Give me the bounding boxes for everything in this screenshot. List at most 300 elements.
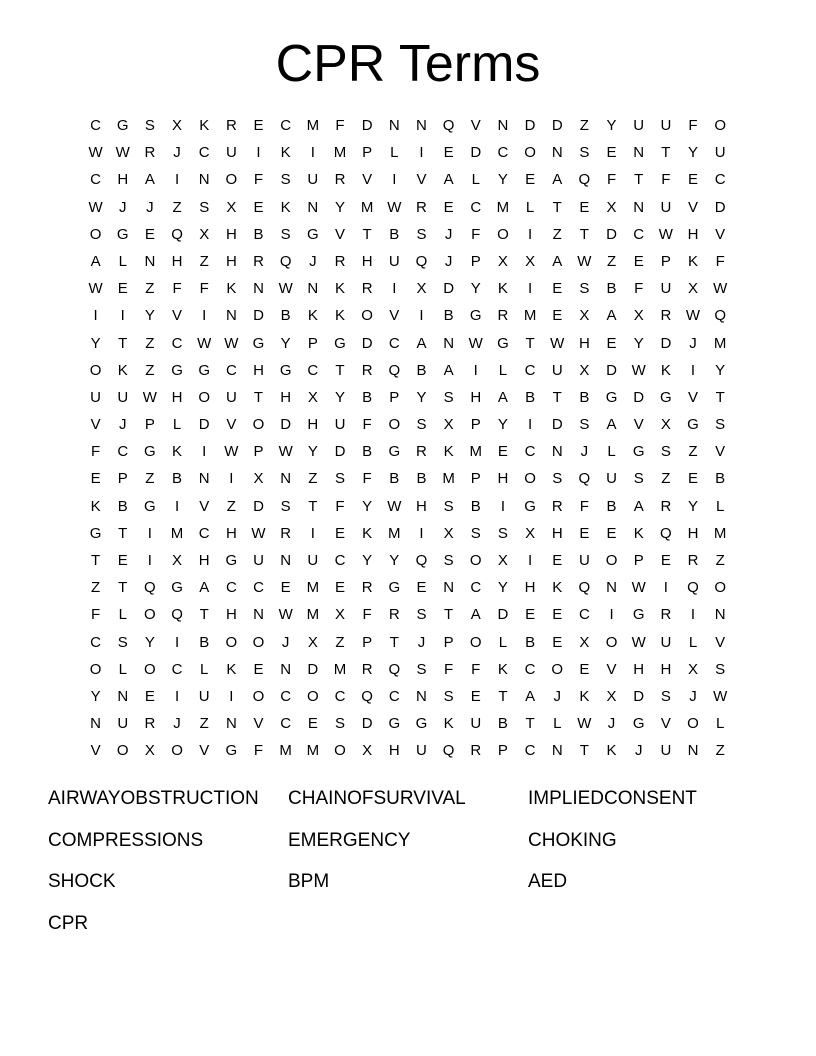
grid-letter: H [470, 388, 482, 406]
grid-letter: Y [144, 633, 155, 651]
grid-letter: B [280, 307, 291, 325]
grid-letter: D [361, 715, 373, 733]
grid-row [82, 710, 734, 737]
grid-letter: V [606, 660, 617, 678]
grid-letter: E [497, 443, 508, 461]
grid-letter: Q [687, 579, 699, 597]
grid-letter: I [609, 606, 614, 624]
grid-letter: V [253, 715, 264, 733]
grid-letter: G [469, 307, 482, 325]
grid-letter: T [715, 388, 725, 406]
word-list-item: CPR [48, 912, 89, 934]
grid-letter: T [579, 742, 589, 760]
grid-letter: E [307, 715, 318, 733]
grid-letter: N [551, 144, 563, 162]
grid-letter: M [388, 524, 401, 542]
grid-letter: Y [144, 307, 155, 325]
grid-letter: S [443, 497, 454, 515]
grid-row [82, 275, 734, 302]
grid-letter: K [443, 715, 454, 733]
grid-letter: O [144, 606, 156, 624]
grid-letter: R [334, 171, 346, 189]
grid-letter: I [527, 416, 533, 434]
grid-letter: I [174, 171, 180, 189]
grid-letter: M [442, 470, 455, 488]
grid-letter: E [253, 660, 264, 678]
grid-letter: N [551, 443, 563, 461]
word-search-grid [82, 112, 734, 765]
grid-letter: S [660, 687, 671, 705]
grid-letter: J [173, 144, 181, 162]
grid-letter: X [307, 388, 318, 406]
grid-letter: E [117, 280, 128, 298]
grid-letter: B [443, 307, 454, 325]
grid-letter: I [663, 579, 668, 597]
grid-letter: X [497, 552, 508, 569]
grid-letter: I [527, 225, 533, 243]
grid-letter: G [632, 443, 645, 461]
grid-letter: P [470, 470, 481, 488]
grid-letter: P [253, 443, 264, 461]
grid-letter: S [416, 660, 427, 678]
grid-letter: D [714, 198, 726, 216]
grid-letter: B [389, 225, 400, 243]
grid-letter: B [416, 361, 427, 379]
grid-letter: I [229, 470, 234, 488]
grid-letter: B [525, 388, 536, 406]
grid-letter: V [362, 171, 373, 189]
grid-letter: W [88, 198, 103, 216]
grid-letter: X [226, 198, 237, 216]
grid-letter: Y [497, 171, 508, 189]
grid-letter: H [687, 524, 699, 542]
grid-row [82, 493, 734, 520]
grid-letter: S [416, 416, 427, 434]
grid-letter: O [198, 388, 211, 406]
word-list-item: SHOCK [48, 871, 116, 892]
grid-letter: Z [308, 470, 318, 488]
grid-letter: V [715, 633, 726, 651]
grid-letter: R [660, 307, 672, 325]
grid-letter: D [198, 416, 210, 434]
grid-letter: H [388, 742, 400, 760]
grid-letter: C [280, 687, 292, 705]
grid-letter: F [172, 280, 182, 298]
grid-letter: O [524, 470, 536, 488]
grid-letter: R [144, 144, 156, 162]
grid-letter: W [713, 687, 728, 705]
grid-letter: N [416, 687, 427, 705]
grid-letter: I [229, 687, 234, 705]
grid-letter: U [660, 117, 672, 134]
grid-letter: C [171, 660, 183, 678]
grid-letter: W [577, 252, 592, 270]
grid-letter: U [660, 633, 672, 651]
grid-letter: K [334, 280, 345, 298]
grid-letter: S [715, 660, 726, 678]
grid-letter: E [688, 171, 699, 189]
grid-letter: Y [497, 579, 508, 597]
grid-row [82, 221, 734, 248]
grid-letter: K [307, 307, 318, 325]
grid-letter: C [524, 660, 536, 678]
grid-letter: F [606, 171, 617, 189]
grid-letter: S [579, 144, 590, 162]
grid-letter: D [633, 388, 645, 406]
grid-row [82, 411, 734, 438]
grid-letter: S [660, 443, 671, 461]
grid-letter: M [306, 606, 320, 624]
grid-letter: H [280, 388, 292, 406]
grid-letter: D [551, 416, 563, 434]
grid-letter: P [497, 742, 508, 760]
grid-letter: D [606, 225, 617, 243]
grid-letter: U [198, 687, 210, 705]
grid-letter: O [469, 633, 482, 651]
grid-letter: E [579, 660, 590, 678]
grid-letter: I [473, 361, 478, 379]
grid-letter: H [117, 171, 129, 189]
grid-letter: X [443, 524, 454, 542]
grid-letter: I [93, 307, 98, 325]
grid-letter: V [660, 715, 671, 733]
grid-letter: S [443, 687, 454, 705]
grid-letter: K [280, 198, 291, 216]
grid-letter: E [416, 579, 427, 597]
grid-letter: X [525, 252, 536, 270]
grid-letter: E [117, 552, 128, 569]
grid-letter: V [715, 225, 726, 243]
grid-letter: E [660, 552, 671, 569]
grid-letter: Y [416, 388, 427, 406]
grid-letter: H [225, 606, 237, 624]
grid-letter: G [660, 388, 672, 406]
grid-letter: H [497, 470, 509, 488]
grid-letter: U [388, 252, 400, 270]
grid-letter: Z [688, 443, 698, 461]
grid-letter: F [444, 660, 454, 678]
grid-letter: H [578, 334, 590, 352]
grid-letter: Y [362, 497, 373, 515]
grid-letter: T [389, 633, 399, 651]
grid-letter: C [578, 606, 590, 624]
grid-letter: Y [688, 497, 699, 515]
grid-letter: T [498, 687, 508, 705]
grid-letter: W [387, 497, 402, 515]
grid-row [82, 248, 734, 275]
grid-letter: Y [470, 280, 481, 298]
word-list-item: AED [528, 871, 568, 892]
grid-letter: L [688, 633, 698, 651]
grid-letter: N [443, 334, 455, 352]
grid-letter: B [389, 470, 400, 488]
grid-letter: J [417, 633, 426, 651]
grid-letter: D [307, 660, 319, 678]
grid-letter: P [470, 416, 481, 434]
grid-letter: A [525, 687, 536, 705]
grid-letter: B [606, 497, 617, 515]
grid-letter: H [253, 361, 264, 379]
grid-letter: Y [715, 361, 726, 379]
grid-letter: W [142, 388, 157, 406]
grid-letter: O [225, 633, 238, 651]
grid-letter: Z [606, 252, 617, 270]
grid-letter: W [251, 524, 266, 542]
grid-letter: T [118, 524, 128, 542]
grid-letter: S [443, 552, 454, 569]
grid-letter: U [307, 552, 319, 569]
grid-letter: H [660, 660, 672, 678]
grid-letter: Y [334, 388, 345, 406]
grid-letter: P [307, 334, 318, 352]
grid-row [82, 737, 734, 764]
grid-letter: Y [280, 334, 291, 352]
grid-letter: U [225, 144, 237, 162]
grid-letter: G [388, 579, 401, 597]
grid-letter: V [416, 171, 427, 189]
grid-letter: J [689, 334, 697, 352]
grid-letter: N [253, 280, 264, 298]
grid-letter: R [551, 497, 563, 515]
grid-letter: H [171, 252, 183, 270]
grid-letter: B [606, 280, 617, 298]
grid-letter: V [715, 443, 726, 461]
grid-letter: S [470, 524, 481, 542]
grid-letter: Z [199, 715, 209, 733]
grid-letter: N [307, 280, 319, 298]
grid-letter: G [252, 334, 265, 352]
grid-letter: S [552, 470, 563, 488]
grid-letter: Q [714, 307, 726, 325]
grid-letter: A [90, 252, 101, 270]
grid-letter: X [144, 742, 155, 760]
grid-letter: X [579, 361, 590, 379]
grid-letter: I [256, 144, 261, 162]
grid-letter: E [525, 171, 536, 189]
grid-letter: N [633, 198, 645, 216]
grid-letter: Y [606, 117, 617, 134]
grid-letter: W [224, 443, 239, 461]
grid-letter: C [524, 361, 536, 379]
grid-letter: H [225, 524, 237, 542]
grid-letter: C [280, 715, 292, 733]
grid-letter: P [362, 144, 373, 162]
grid-letter: X [633, 307, 644, 325]
grid-letter: X [579, 307, 590, 325]
grid-letter: H [361, 252, 373, 270]
grid-letter: V [389, 307, 400, 325]
grid-letter: J [444, 225, 453, 243]
grid-letter: F [579, 497, 589, 515]
grid-letter: J [580, 443, 589, 461]
grid-letter: E [525, 606, 536, 624]
grid-letter: B [362, 388, 373, 406]
grid-letter: K [660, 361, 671, 379]
grid-letter: O [524, 144, 536, 162]
grid-letter: Z [145, 334, 155, 352]
grid-letter: L [553, 715, 562, 733]
grid-letter: M [333, 660, 347, 678]
grid-letter: H [687, 225, 699, 243]
grid-letter: R [660, 497, 672, 515]
grid-letter: C [90, 633, 101, 651]
grid-letter: T [525, 334, 535, 352]
grid-row [82, 683, 734, 710]
grid-letter: F [362, 416, 372, 434]
grid-letter: O [89, 660, 102, 678]
grid-letter: N [144, 252, 156, 270]
grid-letter: E [253, 117, 264, 134]
grid-letter: R [280, 524, 292, 542]
grid-letter: N [280, 470, 292, 488]
grid-letter: A [552, 171, 563, 189]
grid-letter: D [660, 334, 672, 352]
grid-letter: W [387, 198, 402, 216]
grid-letter: E [579, 524, 590, 542]
grid-row [82, 166, 734, 193]
grid-letter: S [280, 171, 291, 189]
grid-letter: I [500, 497, 505, 515]
grid-letter: B [172, 470, 183, 488]
grid-letter: Q [388, 361, 401, 379]
grid-letter: F [199, 280, 209, 298]
grid-letter: X [172, 552, 183, 569]
grid-letter: C [171, 334, 183, 352]
grid-letter: G [171, 579, 183, 597]
grid-letter: K [497, 280, 508, 298]
grid-letter: Q [415, 552, 428, 569]
grid-letter: T [579, 225, 589, 243]
grid-letter: Q [279, 252, 292, 270]
grid-letter: G [632, 715, 645, 733]
grid-letter: T [308, 497, 318, 515]
grid-letter: T [634, 171, 644, 189]
grid-row [82, 384, 734, 411]
grid-letter: V [199, 497, 210, 515]
grid-letter: B [199, 633, 210, 651]
grid-letter: G [306, 225, 319, 243]
grid-letter: F [335, 117, 345, 134]
grid-letter: O [361, 307, 373, 325]
grid-letter: R [497, 307, 509, 325]
grid-letter: E [688, 470, 699, 488]
grid-letter: E [633, 252, 644, 270]
grid-letter: T [253, 388, 264, 406]
grid-letter: N [225, 715, 237, 733]
grid-letter: X [172, 117, 183, 134]
grid-letter: C [524, 443, 536, 461]
grid-letter: S [579, 416, 590, 434]
grid-letter: K [443, 443, 454, 461]
grid-letter: U [660, 280, 672, 298]
grid-letter: O [252, 633, 265, 651]
grid-letter: H [633, 660, 645, 678]
grid-letter: F [362, 470, 372, 488]
grid-letter: N [633, 144, 645, 162]
grid-letter: Z [552, 225, 562, 243]
grid-letter: G [225, 552, 238, 569]
grid-letter: X [606, 198, 617, 216]
grid-letter: H [307, 416, 319, 434]
grid-letter: W [577, 715, 592, 733]
grid-letter: Y [362, 552, 373, 569]
grid-letter: J [553, 687, 561, 705]
grid-letter: Q [171, 606, 183, 624]
grid-letter: S [334, 470, 345, 488]
grid-letter: C [198, 524, 210, 542]
grid-letter: N [606, 579, 617, 597]
grid-letter: N [280, 552, 292, 569]
grid-letter: E [552, 606, 563, 624]
grid-letter: R [470, 742, 482, 760]
grid-letter: I [392, 171, 397, 189]
grid-letter: Y [90, 334, 101, 352]
grid-letter: R [416, 198, 427, 216]
grid-letter: D [470, 144, 482, 162]
grid-letter: F [661, 171, 671, 189]
grid-letter: G [524, 497, 536, 515]
grid-letter: V [172, 307, 183, 325]
grid-letter: E [552, 280, 563, 298]
grid-letter: V [226, 416, 237, 434]
grid-letter: S [715, 416, 726, 434]
grid-letter: Z [226, 497, 236, 515]
grid-letter: D [334, 443, 346, 461]
grid-letter: E [443, 144, 454, 162]
grid-letter: K [579, 687, 590, 705]
grid-letter: R [660, 606, 672, 624]
grid-letter: S [280, 497, 291, 515]
grid-letter: G [415, 715, 428, 733]
grid-letter: M [170, 524, 184, 542]
grid-letter: U [551, 361, 563, 379]
grid-row [82, 465, 734, 492]
grid-letter: A [606, 307, 617, 325]
grid-letter: U [334, 416, 346, 434]
grid-letter: Q [660, 524, 672, 542]
grid-letter: Z [335, 633, 345, 651]
grid-letter: F [253, 742, 264, 760]
grid-letter: S [117, 633, 128, 651]
grid-letter: R [334, 252, 346, 270]
grid-letter: I [202, 307, 207, 325]
grid-letter: W [631, 361, 646, 379]
grid-letter: Z [90, 579, 101, 597]
grid-letter: W [278, 606, 293, 624]
grid-letter: S [280, 225, 291, 243]
grid-letter: V [470, 117, 481, 134]
grid-letter: Q [388, 660, 401, 678]
grid-letter: G [89, 524, 102, 542]
grid-letter: G [225, 742, 238, 760]
grid-letter: L [498, 633, 508, 651]
grid-letter: V [90, 416, 101, 434]
grid-letter: C [633, 225, 645, 243]
grid-letter: N [198, 171, 210, 189]
grid-row [82, 601, 734, 628]
grid-letter: N [90, 715, 101, 733]
grid-letter: H [198, 552, 210, 569]
grid-letter: H [551, 524, 563, 542]
grid-letter: K [552, 579, 563, 597]
grid-letter: S [579, 280, 590, 298]
grid-letter: I [419, 307, 424, 325]
grid-letter: Q [361, 687, 373, 705]
grid-letter: K [226, 280, 237, 298]
grid-letter: J [607, 715, 616, 733]
grid-letter: G [116, 225, 129, 243]
grid-letter: T [444, 606, 454, 624]
